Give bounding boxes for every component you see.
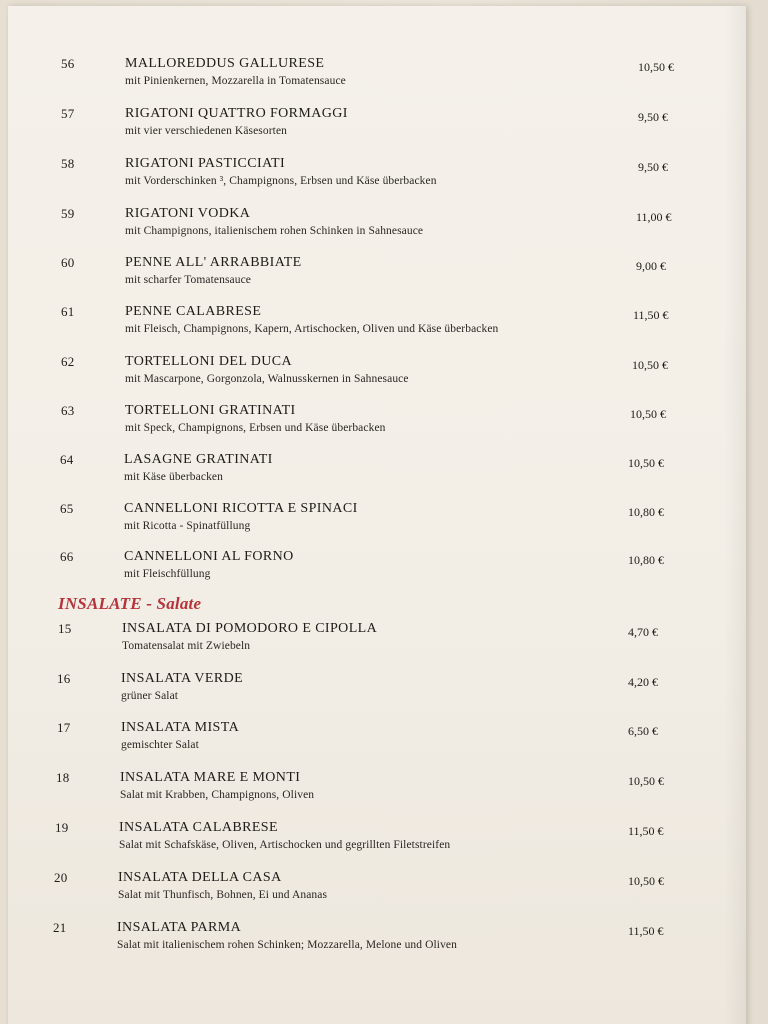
menu-item — [8, 304, 746, 344]
item-description: mit Speck, Champignons, Erbsen und Käse überbacken — [125, 422, 386, 434]
item-number: 66 — [60, 549, 74, 564]
item-name: TORTELLONI DEL DUCA — [125, 354, 292, 369]
item-description: gemischter Salat — [121, 739, 199, 751]
item-number: 58 — [61, 156, 75, 171]
item-description: mit scharfer Tomatensauce — [125, 274, 252, 286]
item-description: grüner Salat — [121, 690, 179, 702]
item-price: 4,20 € — [628, 675, 658, 689]
item-description: mit Champignons, italienischem rohen Schinken in Sahnesauce — [125, 225, 424, 237]
item-number: 56 — [61, 56, 75, 71]
item-description: mit Fleischfüllung — [124, 568, 211, 580]
item-name: INSALATA MARE E MONTI — [120, 770, 301, 785]
item-description: mit Vorderschinken ³, Champignons, Erbsen und Käse überbacken — [125, 175, 437, 187]
item-name: INSALATA VERDE — [121, 671, 244, 686]
item-number: 61 — [61, 304, 75, 319]
menu-item — [8, 452, 746, 492]
item-name: RIGATONI PASTICCIATI — [125, 156, 286, 171]
menu-item — [8, 255, 746, 295]
item-price: 10,50 € — [628, 774, 664, 788]
menu-item — [8, 206, 746, 246]
item-name: RIGATONI QUATTRO FORMAGGI — [125, 106, 348, 121]
item-price: 9,50 € — [638, 110, 668, 124]
item-name: RIGATONI VODKA — [125, 206, 251, 221]
item-description: mit Pinienkernen, Mozzarella in Tomatensauce — [125, 75, 346, 87]
menu-item — [8, 156, 746, 196]
item-description: mit Ricotta - Spinatfüllung — [124, 520, 251, 532]
item-name: PENNE CALABRESE — [125, 304, 262, 319]
item-name: MALLOREDDUS GALLURESE — [125, 56, 325, 71]
menu-page — [8, 6, 746, 1024]
menu-item — [8, 354, 746, 394]
item-name: CANNELLONI AL FORNO — [124, 549, 294, 564]
item-price: 11,00 € — [636, 210, 672, 224]
item-number: 21 — [53, 920, 67, 935]
menu-item — [8, 56, 746, 96]
item-price: 11,50 € — [633, 308, 669, 322]
item-number: 19 — [55, 820, 69, 835]
item-number: 15 — [58, 621, 72, 636]
item-number: 65 — [60, 501, 74, 516]
menu-item — [8, 403, 746, 443]
item-description: Salat mit Schafskäse, Oliven, Artischocken und gegrillten Filetstreifen — [119, 839, 451, 851]
item-number: 64 — [60, 452, 74, 467]
menu-item — [8, 820, 746, 860]
item-name: INSALATA DELLA CASA — [118, 870, 282, 885]
menu-item — [8, 501, 746, 541]
item-description: mit Fleisch, Champignons, Kapern, Artischocken, Oliven und Käse überbacken — [125, 323, 499, 335]
item-price: 10,50 € — [638, 60, 674, 74]
item-number: 59 — [61, 206, 75, 221]
menu-item — [8, 870, 746, 910]
item-description: Salat mit Krabben, Champignons, Oliven — [120, 789, 315, 801]
item-number: 18 — [56, 770, 70, 785]
item-number: 17 — [57, 720, 71, 735]
item-number: 62 — [61, 354, 75, 369]
item-price: 10,50 € — [628, 456, 664, 470]
item-price: 10,50 € — [632, 358, 668, 372]
item-price: 11,50 € — [628, 824, 664, 838]
menu-item — [8, 549, 746, 589]
item-number: 60 — [61, 255, 75, 270]
item-number: 16 — [57, 671, 71, 686]
item-price: 10,80 € — [628, 505, 664, 519]
item-price: 10,50 € — [630, 407, 666, 421]
item-name: INSALATA MISTA — [121, 720, 240, 735]
item-price: 9,00 € — [636, 259, 666, 273]
item-description: mit vier verschiedenen Käsesorten — [125, 125, 288, 137]
menu-item — [8, 770, 746, 810]
item-description: mit Käse überbacken — [124, 471, 223, 483]
item-description: mit Mascarpone, Gorgonzola, Walnusskernen in Sahnesauce — [125, 373, 409, 385]
item-name: CANNELLONI RICOTTA E SPINACI — [124, 501, 358, 516]
item-number: 57 — [61, 106, 75, 121]
menu-item — [8, 621, 746, 661]
item-price: 6,50 € — [628, 724, 658, 738]
item-name: PENNE ALL' ARRABBIATE — [125, 255, 302, 270]
item-price: 4,70 € — [628, 625, 658, 639]
menu-item — [8, 106, 746, 146]
menu-item — [8, 671, 746, 711]
item-name: INSALATA DI POMODORO E CIPOLLA — [122, 621, 378, 636]
item-price: 10,50 € — [628, 874, 664, 888]
item-description: Tomatensalat mit Zwiebeln — [122, 640, 251, 652]
item-description: Salat mit italienischem rohen Schinken; Mozzarella, Melone und Oliven — [117, 939, 457, 951]
menu-item — [8, 720, 746, 760]
item-price: 10,80 € — [628, 553, 664, 567]
item-name: INSALATA PARMA — [117, 920, 242, 935]
item-name: LASAGNE GRATINATI — [124, 452, 273, 467]
menu-item — [8, 920, 746, 960]
item-price: 11,50 € — [628, 924, 664, 938]
section-heading-salads: INSALATE - Salate — [58, 594, 202, 613]
item-price: 9,50 € — [638, 160, 668, 174]
item-number: 20 — [54, 870, 68, 885]
item-number: 63 — [61, 403, 75, 418]
item-name: INSALATA CALABRESE — [119, 820, 278, 835]
item-name: TORTELLONI GRATINATI — [125, 403, 296, 418]
item-description: Salat mit Thunfisch, Bohnen, Ei und Ananas — [118, 889, 328, 901]
